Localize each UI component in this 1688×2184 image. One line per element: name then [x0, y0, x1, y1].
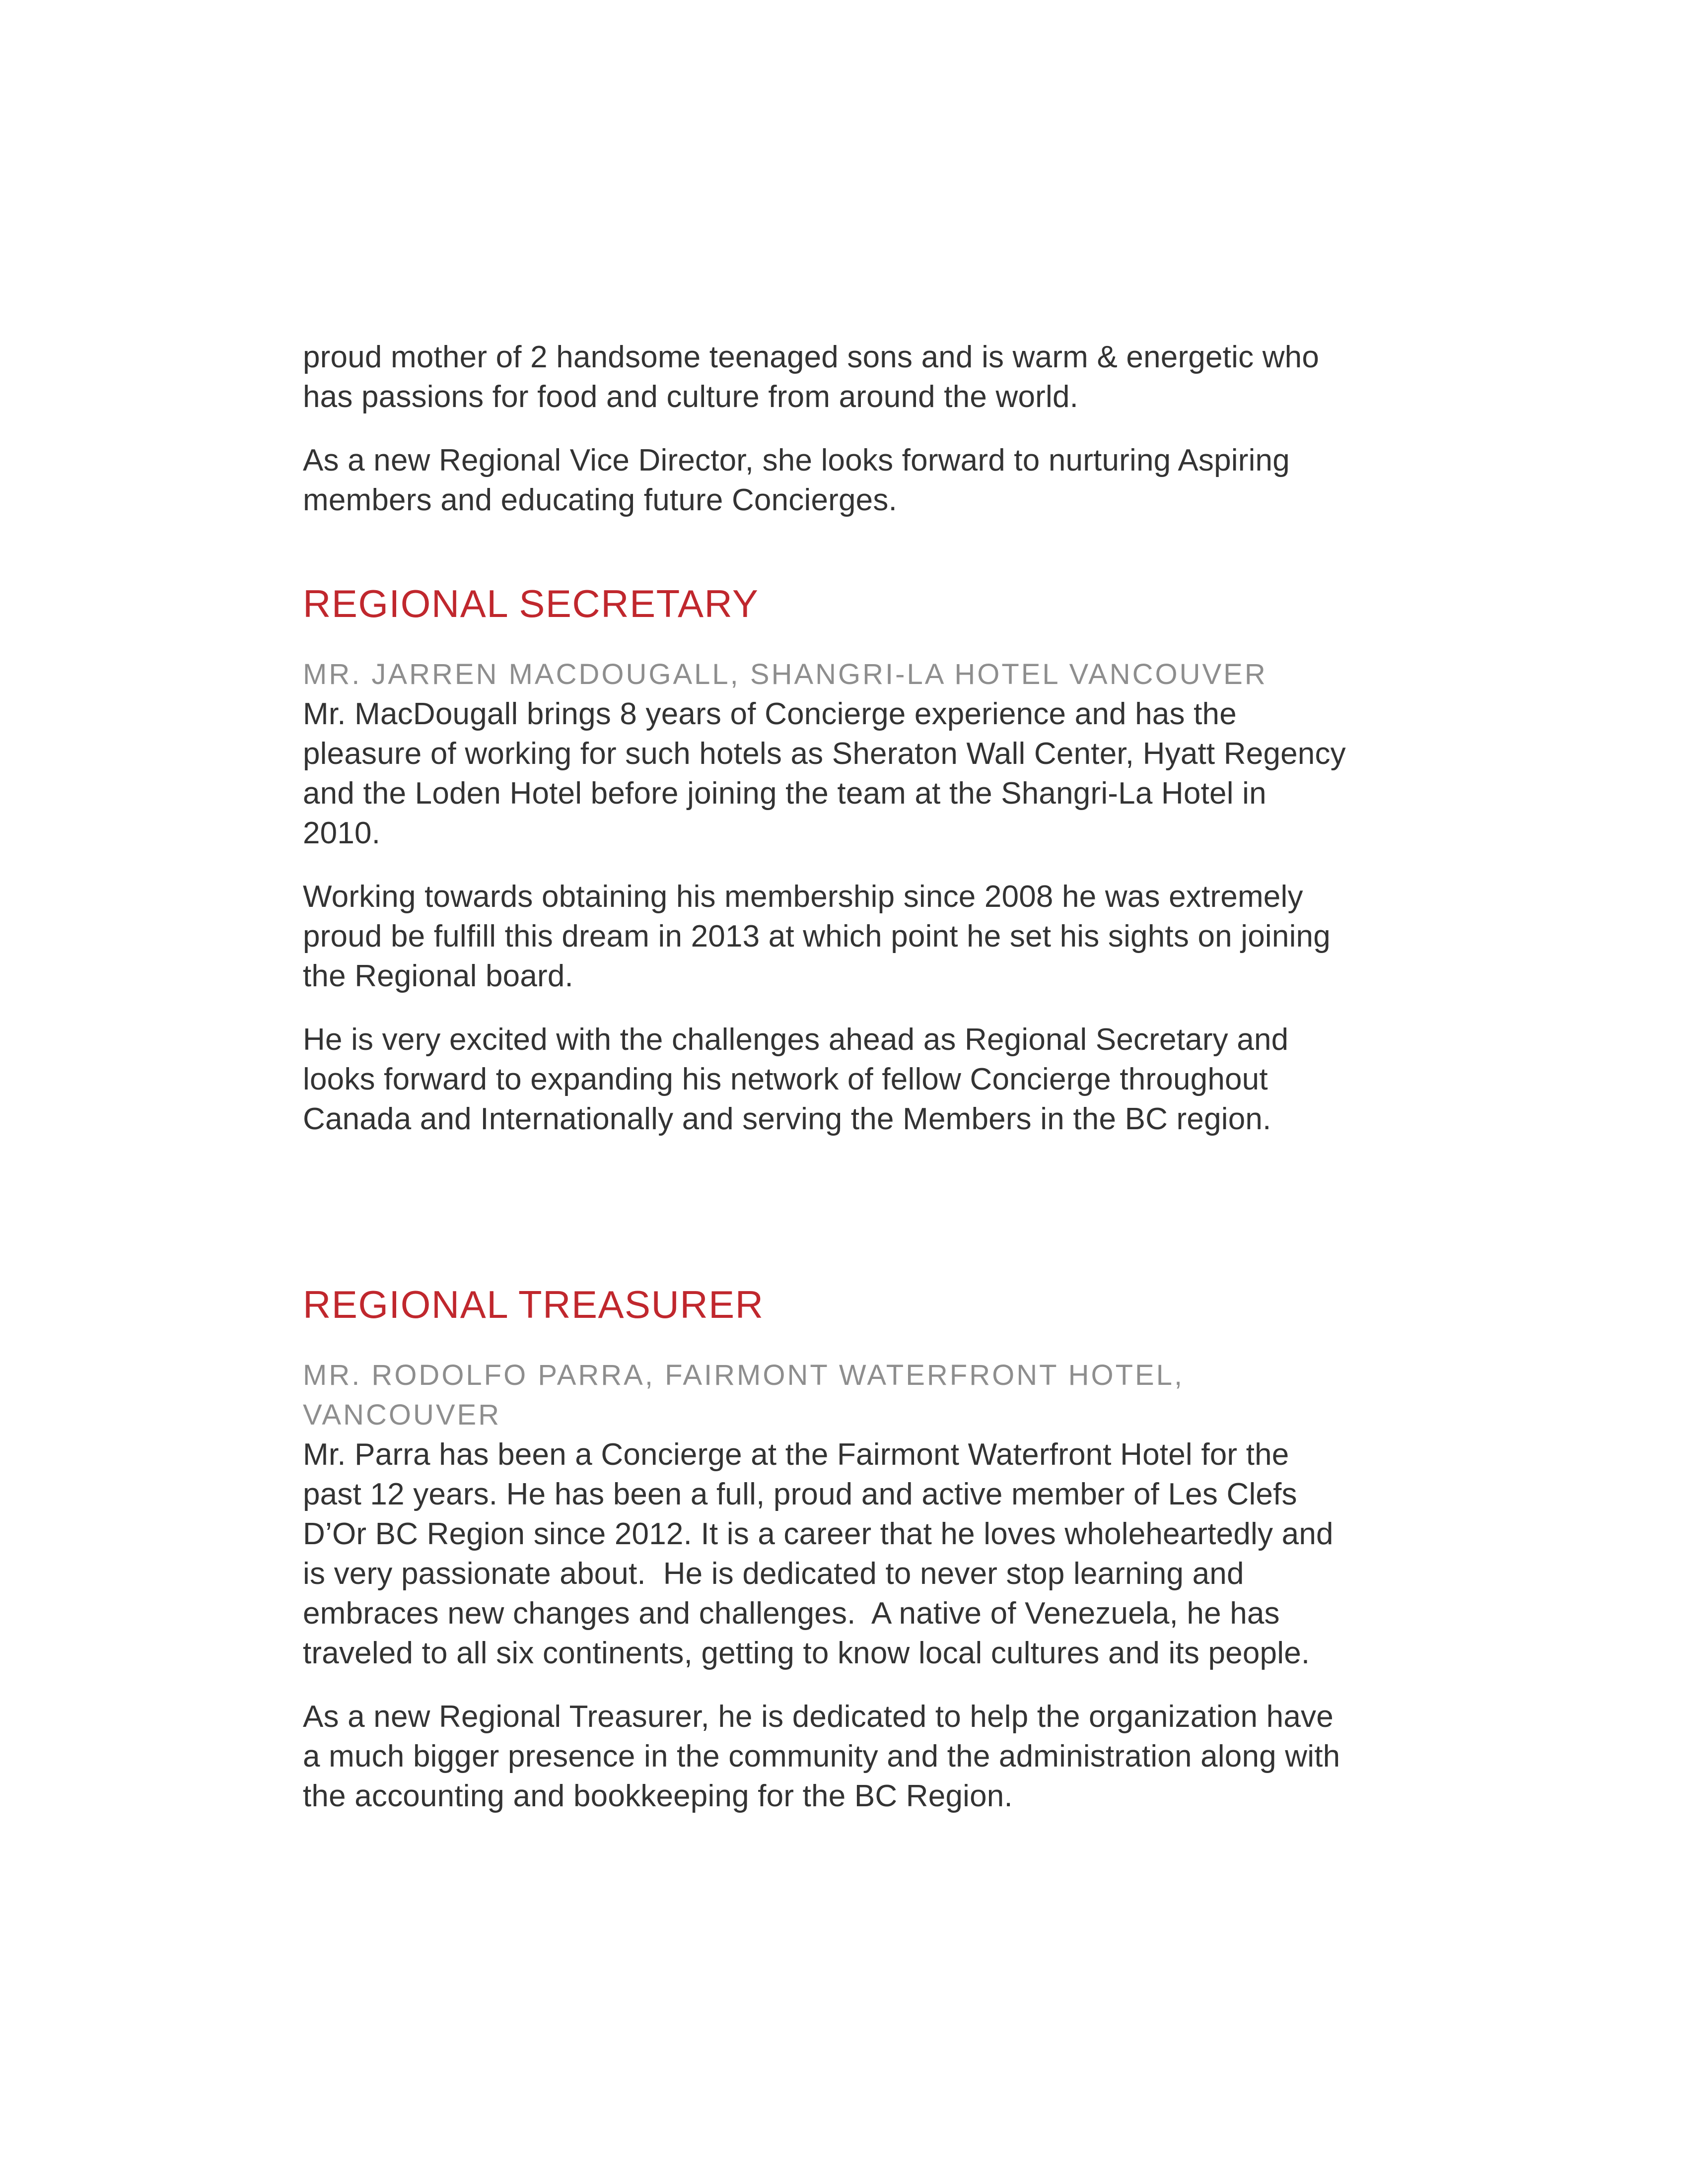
section-subheading-rodolfo-parra: MR. RODOLFO PARRA, FAIRMONT WATERFRONT HOTEL, VANCOUVER: [303, 1359, 1185, 1431]
page-content: [303, 338, 1355, 1816]
section-heading-regional-secretary: REGIONAL SECRETARY: [303, 582, 759, 625]
intro-paragraph-1: proud mother of 2 handsome teenaged sons and is warm & energetic who has passions for food and culture from around the world.: [303, 340, 1328, 414]
intro-paragraph-2: As a new Regional Vice Director, she looks forward to nurturing Aspiring members and educating future Concierges.: [303, 443, 1299, 517]
paragraph: Working towards obtaining his membership since 2008 he was extremely proud be fulfill this dream in 2013 at which point he set his sights on joining the Regional board.: [303, 880, 1339, 993]
section-regional-treasurer: [303, 1281, 1350, 1816]
paragraph: As a new Regional Treasurer, he is dedicated to help the organization have a much bigger presence in the community and the administration along with the accounting and bookkeeping for the BC Region.: [303, 1700, 1349, 1813]
paragraph: He is very excited with the challenges ahead as Regional Secretary and looks forward to expanding his network of fellow Concierge throughout Canada and Internationally and serving the Members in the BC region.: [303, 1023, 1297, 1136]
section-heading-regional-treasurer: REGIONAL TREASURER: [303, 1283, 764, 1326]
paragraph: Mr. Parra has been a Concierge at the Fairmont Waterfront Hotel for the past 12 years. He has been a full, proud and active member of Les Clefs D’Or BC Region since 2012. It is a career that he loves wholeheartedly and is very passionate about. He is dedicated to never stop learning and embraces new changes and challenges. A native of Venezuela, he has traveled to all six continents, getting to know local cultures and its people.: [303, 1437, 1342, 1670]
paragraph: Mr. MacDougall brings 8 years of Concierge experience and has the pleasure of working for such hotels as Sheraton Wall Center, Hyatt Regency and the Loden Hotel before joining the team at the Shangri-La Hotel in 2010.: [303, 697, 1355, 850]
section-regional-secretary: [303, 580, 1355, 1139]
section-subheading-jarren-macdougall: MR. JARREN MACDOUGALL, SHANGRI-LA HOTEL VANCOUVER: [303, 658, 1267, 690]
